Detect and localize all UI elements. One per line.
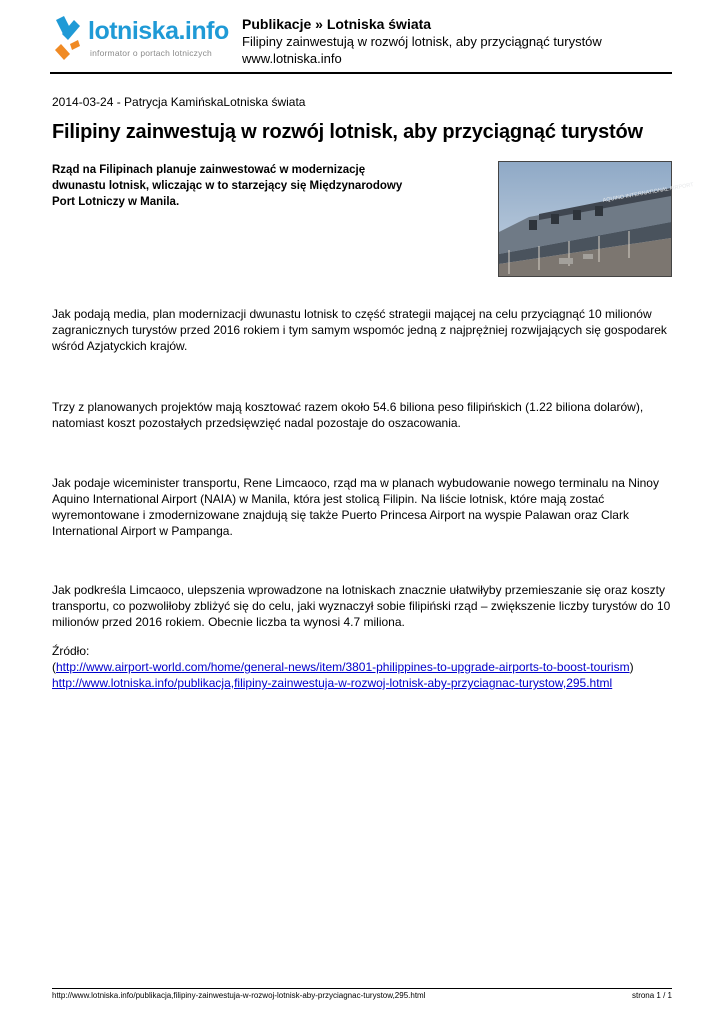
site-logo[interactable]: [50, 14, 230, 64]
source-line-2: [52, 675, 692, 691]
logo-wordmark: lotniska.info: [88, 17, 229, 45]
header-text: [242, 16, 602, 67]
header-subtitle: Filipiny zainwestują w rozwój lotnisk, aby przyciągnąć turystów: [242, 34, 602, 49]
source-link-airport-world[interactable]: http://www.airport-world.com/home/general-news/item/3801-philippines-to-upgrade-airports-to-boost-tourism: [56, 660, 630, 674]
close-paren: ): [629, 660, 634, 674]
airport-terminal-image: [499, 162, 695, 276]
footer-url: http://www.lotniska.info/publikacja,filipiny-zainwestuja-w-rozwoj-lotnisk-aby-przyciagnac-turystow,295.html: [52, 991, 426, 1000]
page-header: [50, 14, 672, 73]
article-paragraph: Jak podaje wiceminister transportu, Rene Limcaoco, rząd ma w planach wybudowanie nowego terminalu na Ninoy Aquino International Airport (NAIA) w Manila, która jest stolicą Filipin. Na liście lotnisk, które mają zostać wyremontowane i zmodernizowane znajdują się także Puerto Princesa Airport na wyspie Palawan oraz Clark International Airport w Pampanga.: [52, 476, 659, 538]
footer-divider: [52, 988, 672, 989]
source-line-1: [52, 659, 692, 675]
source-section: [52, 643, 692, 691]
article-paragraph: Trzy z planowanych projektów mają kosztować razem około 54.6 biliona peso filipińskich (1.22 biliona dolarów), natomiast koszt pozostałych przedsięwzięć nadal pozostaje do oszacowania.: [52, 400, 644, 430]
plane-logo-icon: [52, 14, 82, 64]
open-paren: (: [52, 660, 56, 674]
header-divider: [50, 72, 672, 74]
article-paragraph: Jak podkreśla Limcaoco, ulepszenia wprowadzone na lotniskach znacznie ułatwiłyby przemieszanie się oraz koszty transportu, co pozwoliłoby zbliżyć się do celu, jaki wyznaczył sobie filipiński rząd – zwiększenie liczby turystów do 10 milionów przed 2016 rokiem. Obecnie liczba ta wynosi 4.7 miliona.: [52, 583, 671, 629]
article-paragraph: Jak podają media, plan modernizacji dwunastu lotnisk to część strategii mającej na celu przyciągnąć 10 milionów zagranicznych turystów przed 2016 rokiem i tym samym wspomóc jedną z najprężniej rozwijających się gospodarek wśród Azjatyckich krajów.: [52, 307, 667, 353]
breadcrumb: Publikacje » Lotniska świata: [242, 16, 432, 32]
header-site: www.lotniska.info: [242, 51, 342, 66]
source-link-lotniska[interactable]: http://www.lotniska.info/publikacja,filipiny-zainwestuja-w-rozwoj-lotnisk-aby-przyciagnac-turystow,295.html: [52, 676, 613, 690]
article-meta: 2014-03-24 - Patrycja KamińskaLotniska świata: [52, 95, 306, 109]
logo-tagline: informator o portach lotniczych: [90, 48, 212, 58]
page-number: strona 1 / 1: [631, 991, 672, 1000]
source-label: Źródło:: [52, 644, 90, 658]
article-title: Filipiny zainwestują w rozwój lotnisk, aby przyciągnąć turystów: [52, 121, 643, 143]
airport-sign-text: AQUINO INTERNATIONAL AIRPORT: [602, 182, 695, 204]
airport-photo: [498, 161, 695, 277]
article-lead: Rząd na Filipinach planuje zainwestować w modernizację dwunastu lotnisk, wliczając w to starzejący się Międzynarodowy Port Lotniczy w Manila.: [52, 164, 403, 208]
